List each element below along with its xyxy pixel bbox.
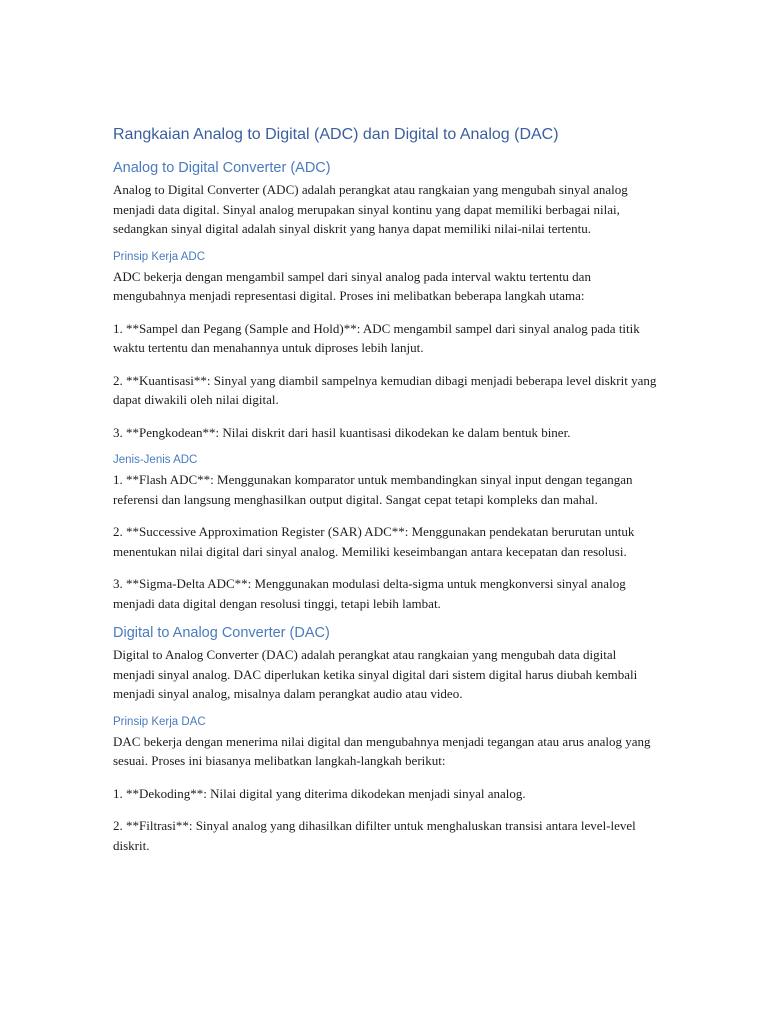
adc-heading: Analog to Digital Converter (ADC) bbox=[113, 160, 331, 176]
dac-principle-heading: Prinsip Kerja DAC bbox=[113, 715, 206, 728]
document-page bbox=[113, 124, 658, 855]
dac-step-1: 1. **Dekoding**: Nilai digital yang diterima dikodekan menjadi sinyal analog. bbox=[113, 785, 526, 801]
dac-section bbox=[113, 623, 658, 855]
adc-type-1: 1. **Flash ADC**: Menggunakan komparator untuk membandingkan sinyal input dengan tegangan referensi dan langsung menghasilkan output digital. Sangat cepat tetapi kompleks dan mahal. bbox=[113, 472, 633, 507]
adc-type-2: 2. **Successive Approximation Register (SAR) ADC**: Menggunakan pendekatan berurutan untuk menentukan nilai digital dari sinyal analog. Memiliki keseimbangan antara kecepatan dan resolusi. bbox=[113, 524, 635, 559]
adc-step-3: 3. **Pengkodean**: Nilai diskrit dari hasil kuantisasi dikodekan ke dalam bentuk biner. bbox=[113, 424, 571, 440]
dac-step-2: 2. **Filtrasi**: Sinyal analog yang dihasilkan difilter untuk menghaluskan transisi antara level-level diskrit. bbox=[113, 818, 636, 853]
adc-principle-heading: Prinsip Kerja ADC bbox=[113, 250, 206, 263]
adc-types-heading: Jenis-Jenis ADC bbox=[113, 454, 198, 466]
adc-principle-text: ADC bekerja dengan mengambil sampel dari sinyal analog pada interval waktu tertentu dan mengubahnya menjadi representasi digital. Proses ini melibatkan beberapa langkah utama: bbox=[113, 268, 591, 303]
adc-step-1: 1. **Sampel dan Pegang (Sample and Hold)**: ADC mengambil sampel dari sinyal analog pada titik waktu tertentu dan menahannya untuk diproses lebih lanjut. bbox=[113, 320, 640, 355]
adc-type-3: 3. **Sigma-Delta ADC**: Menggunakan modulasi delta-sigma untuk mengkonversi sinyal analog menjadi data digital dengan resolusi tinggi, tetapi lebih lambat. bbox=[113, 576, 626, 611]
dac-principle-text: DAC bekerja dengan menerima nilai digital dan mengubahnya menjadi tegangan atau arus analog yang sesuai. Proses ini biasanya melibatkan langkah-langkah berikut: bbox=[113, 733, 651, 768]
dac-intro: Digital to Analog Converter (DAC) adalah perangkat atau rangkaian yang mengubah data digital menjadi sinyal analog. DAC diperlukan ketika sinyal digital dari sistem digital harus diubah kembali menjadi sinyal analog, misalnya dalam perangkat audio atau video. bbox=[113, 647, 638, 701]
adc-step-2: 2. **Kuantisasi**: Sinyal yang diambil sampelnya kemudian dibagi menjadi beberapa level diskrit yang dapat diwakili oleh nilai digital. bbox=[113, 372, 657, 407]
dac-heading: Digital to Analog Converter (DAC) bbox=[113, 625, 330, 641]
adc-intro: Analog to Digital Converter (ADC) adalah perangkat atau rangkaian yang mengubah sinyal analog menjadi data digital. Sinyal analog merupakan sinyal kontinu yang dapat memiliki berbagai nilai, sedangkan sinyal digital adalah sinyal diskrit yang hanya dapat memiliki nilai-nilai tertentu. bbox=[113, 182, 628, 236]
document-title: Rangkaian Analog to Digital (ADC) dan Digital to Analog (DAC) bbox=[113, 126, 559, 143]
adc-section bbox=[113, 158, 658, 623]
